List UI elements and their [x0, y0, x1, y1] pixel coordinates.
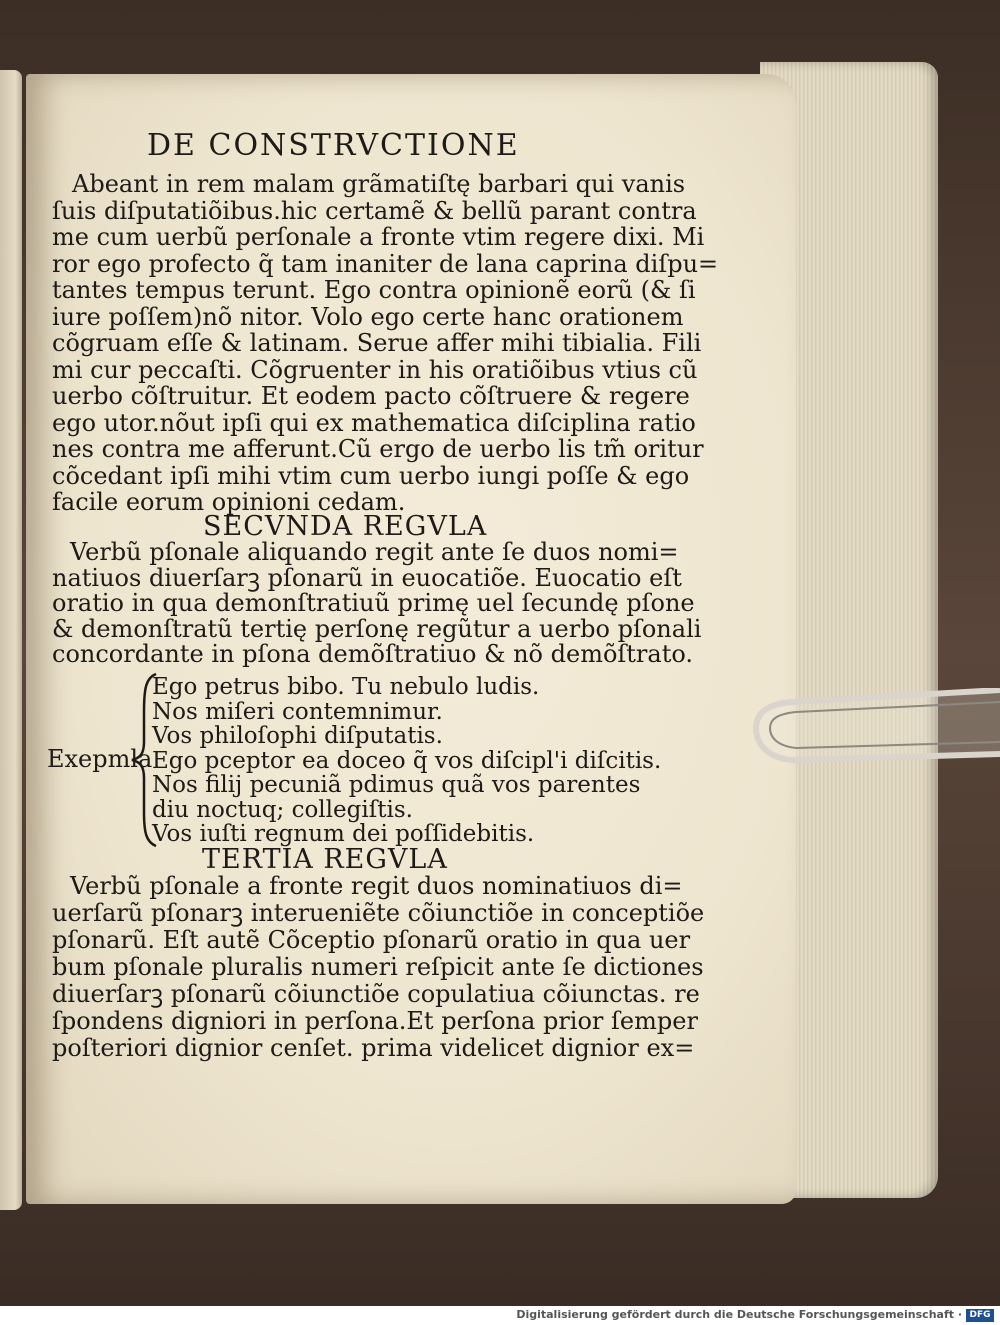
paragraph-3-line: pſonarũ. Eſt autẽ Cõceptio pſonarũ oratio in qua uer	[52, 926, 691, 954]
paragraph-2-line: Verbũ pſonale aliquando regit ante ſe duos nomi=	[70, 538, 679, 566]
paragraph-3-line: poſteriori dignior cenſet. prima videlicet dignior ex=	[52, 1034, 695, 1062]
paragraph-1-line: me cum uerbũ perſonale a fronte vtim regere dixi. Mi	[52, 223, 705, 251]
examples-label: Exepmla	[47, 745, 153, 773]
paragraph-1-line: mi cur peccaſti. Cõgruenter in his oratiõibus vtius cũ	[52, 355, 698, 384]
paragraph-1-line: cõcedant ipſi mihi vtim cum uerbo iungi poſſe & ego	[52, 461, 690, 490]
paragraph-3-line: ſpondens digniori in perſona.Et perſona prior ſemper	[52, 1007, 698, 1035]
paragraph-1-line: nes contra me afferunt.Cũ ergo de uerbo lis tm̃ oritur	[52, 435, 704, 463]
paragraph-1-line: ror ego profecto q̃ tam inaniter de lana caprina diſpu=	[52, 249, 719, 278]
examples-line: Nos filij pecuniã pdimus quã vos parentes	[152, 772, 641, 798]
tweezers-icon	[752, 688, 1000, 768]
paragraph-1-line: ſuis diſputatiõibus.hic certamẽ & bellũ parant contra	[52, 196, 697, 225]
paragraph-1-line: ego utor.nõut ipſi qui ex mathematica diſciplina ratio	[52, 408, 696, 437]
paragraph-1-line: uerbo cõſtruitur. Et eodem pacto cõſtruere & regere	[52, 382, 690, 410]
previous-leaf-edge	[0, 70, 22, 1210]
paragraph-2-line: oratio in qua demonſtratiuũ primę uel ſecundę pſone	[52, 589, 695, 617]
paragraph-2-line: natiuos diuerſarꝫ pſonarũ in euocatiõe. Euocatio eſt	[52, 563, 682, 592]
examples-line: Ego pceptor ea doceo q̃ vos diſcipl'i diſcitis.	[152, 747, 662, 774]
paragraph-1-line: cõgruam eſſe & latinam. Serue affer mihi tibialia. Fili	[52, 329, 702, 357]
examples-line: Ego petrus bibo. Tu nebulo ludis.	[152, 674, 540, 700]
heading-secunda-regula: SECVNDA REGVLA	[203, 511, 488, 542]
examples-line: Vos iuſti regnum dei poſſidebitis.	[152, 821, 535, 847]
paragraph-1-line: facile eorum opinioni cedam.	[52, 488, 406, 516]
paragraph-1-line: Abeant in rem malam grãmatiſtę barbari qui vanis	[72, 170, 686, 198]
running-title: DE CONSTRVCTIONE	[147, 128, 520, 163]
footer-bar	[0, 1306, 1000, 1325]
paragraph-3-line: Verbũ pſonale a fronte regit duos nominatiuos di=	[70, 872, 683, 900]
paragraph-1-line: tantes tempus terunt. Ego contra opinionẽ eorũ (& ſi	[52, 276, 696, 304]
heading-tertia-regula: TERTIA REGVLA	[202, 844, 448, 875]
paragraph-1-line: iure poſſem)nõ nitor. Volo ego certe hanc orationem	[52, 302, 684, 331]
paragraph-3-line: uerſarũ pſonarꝫ interueniẽte cõiunctiõe in conceptiõe	[52, 899, 705, 927]
paragraph-3-line: bum pſonale pluralis numeri reſpicit ante ſe dictiones	[52, 953, 704, 981]
paragraph-2-line: concordante in pſona demõſtratiuo & nõ demõſtrato.	[52, 640, 694, 668]
paragraph-2-line: & demonſtratũ tertię perſonę regũtur a uerbo pſonali	[52, 614, 702, 643]
examples-line: diu noctuq; collegiſtis.	[152, 796, 413, 823]
examples-line: Vos philoſophi diſputatis.	[152, 723, 443, 749]
dfg-logo: DFG	[966, 1309, 994, 1322]
paragraph-3-line: diuerſarꝫ pſonarũ cõiunctiõe copulatiua cõiunctas. re	[52, 980, 700, 1008]
examples-line: Nos miſeri contemnimur.	[152, 698, 443, 725]
footer-credit: Digitalisierung gefördert durch die Deutsche Forschungsgemeinschaft ·	[516, 1308, 962, 1321]
